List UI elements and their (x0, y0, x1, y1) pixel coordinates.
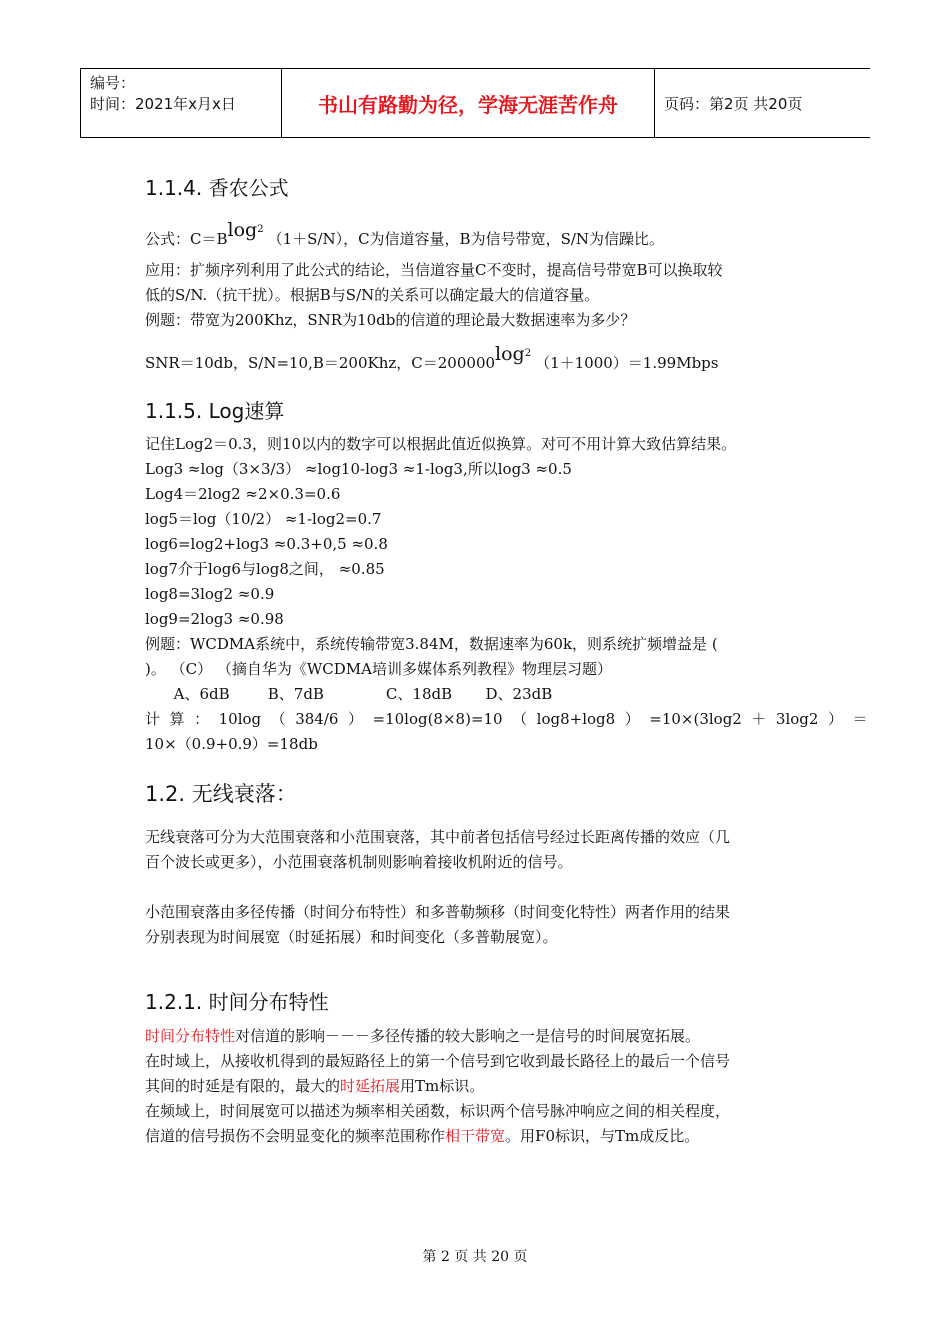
time-dist-line-5 (145, 1124, 699, 1149)
section-1-1-4-title: 1.1.4. 香农公式 (145, 176, 289, 200)
application-line-2: 低的S/N.（抗干扰）。根据B与S/N的关系可以确定最大的信道容量。 (145, 286, 600, 304)
snr-calculation (145, 343, 719, 378)
fading-para-1-line-2: 百个波长或更多），小范围衰落机制则影响着接收机附近的信号。 (145, 853, 573, 871)
log-line: log5＝log（10/2） ≈1-log2=0.7 (145, 510, 382, 528)
header-meta (90, 73, 236, 115)
header-border-left (80, 69, 81, 137)
time-dist-line-1-text: 对信道的影响－－－多径传播的较大影响之一是信号的时间展宽拓展。 (235, 1027, 701, 1045)
term-coherence-bandwidth: 相干带宽 (445, 1127, 506, 1145)
section-1-2-title: 1.2. 无线衰落： (145, 782, 297, 806)
header-motto: 书山有路勤为径，学海无涯苦作舟 (318, 92, 618, 117)
fading-para-2-line-2: 分别表现为时间展宽（时延拓展）和时间变化（多普勒展宽）。 (145, 928, 558, 946)
fading-para-1-line-1: 无线衰落可分为大范围衰落和小范围衰落，其中前者包括信号经过长距离传播的效应（几 (145, 828, 731, 846)
time-dist-line-3-b: 用Tm标识。 (400, 1077, 485, 1095)
example-question: 例题：带宽为200Khz，SNR为10db的信道的理论最大数据速率为多少？ (145, 311, 636, 329)
formula-part-b: （1＋S/N），C为信道容量，B为信号带宽，S/N为信躁比。 (267, 230, 665, 248)
log-line: log6=log2+log3 ≈0.3+0,5 ≈0.8 (145, 535, 388, 553)
formula-part-a: 公式：C＝B (145, 230, 228, 248)
formula-log-base: 2 (257, 224, 264, 235)
log-line: Log3 ≈log（3×3/3） ≈log10-log3 ≈1-log3,所以log3 ≈0.5 (145, 460, 572, 478)
log-line: 记住Log2＝0.3，则10以内的数字可以根据此值近似换算。对可不用计算大致估算结果。 (145, 435, 737, 453)
header-code: 编号： (90, 74, 136, 92)
page-header (80, 68, 870, 138)
time-dist-line-5-a: 信道的信号损伤不会明显变化的频率范围称作 (145, 1127, 446, 1145)
log-line: log8=3log2 ≈0.9 (145, 585, 275, 603)
snr-log-base: 2 (524, 348, 532, 359)
wcdma-result: 10×（0.9+0.9）=18db (145, 735, 318, 753)
snr-part-b: （1＋1000）＝1.99Mbps (535, 354, 719, 372)
snr-log: log (495, 343, 525, 365)
log-line: log9=2log3 ≈0.98 (145, 610, 284, 628)
formula-log: log (227, 219, 258, 241)
wcdma-options: A、6dB B、7dB C、18dB D、23dB (145, 685, 553, 703)
time-dist-line-3 (145, 1074, 484, 1099)
time-dist-line-3-a: 其间的时延是有限的，最大的 (145, 1077, 341, 1095)
wcdma-example: 例题：WCDMA系统中，系统传输带宽3.84M，数据速率为60k，则系统扩频增益是 ( (145, 635, 718, 653)
term-time-distribution: 时间分布特性 (145, 1027, 236, 1045)
application-line-1: 应用：扩频序列利用了此公式的结论，当信道容量C不变时，提高信号带宽B可以换取较 (145, 261, 723, 279)
time-dist-line-2: 在时域上，从接收机得到的最短路径上的第一个信号到它收到最长路径上的最后一个信号 (145, 1052, 731, 1070)
time-dist-line-4: 在频域上，时间展宽可以描述为频率相关函数，标识两个信号脉冲响应之间的相关程度， (145, 1102, 731, 1120)
header-divider-2 (654, 69, 655, 137)
section-1-1-5-title: 1.1.5. Log速算 (145, 399, 285, 423)
snr-part-a: SNR＝10db，S/N=10,B＝200Khz，C＝200000 (145, 354, 496, 372)
log-line: log7介于log6与log8之间， ≈0.85 (145, 560, 385, 578)
time-dist-line-5-b: 。用F0标识，与Tm成反比。 (505, 1127, 700, 1145)
page-footer: 第 2 页 共 20 页 (422, 1249, 528, 1265)
wcdma-calculation: 计 算 ： 10log （ 384/6 ） =10log(8×8)=10 （ log8+log8 ） =10×(3log2 ＋ 3log2 ） ＝ (145, 710, 868, 728)
log-line: Log4＝2log2 ≈2×0.3=0.6 (145, 485, 341, 503)
time-dist-line-1 (145, 1024, 700, 1049)
header-page-info: 页码：第2页 共20页 (664, 94, 803, 113)
fading-para-2-line-1: 小范围衰落由多径传播（时间分布特性）和多普勒频移（时间变化特性）两者作用的结果 (145, 903, 731, 921)
header-time: 时间：2021年x月x日 (90, 95, 236, 113)
term-delay-spread: 时延拓展 (340, 1077, 401, 1095)
wcdma-example-source: )。 （C） （摘自华为《WCDMA培训多媒体系列教程》物理层习题） (145, 660, 612, 678)
section-1-2-1-title: 1.2.1. 时间分布特性 (145, 990, 329, 1014)
shannon-formula (145, 219, 665, 254)
